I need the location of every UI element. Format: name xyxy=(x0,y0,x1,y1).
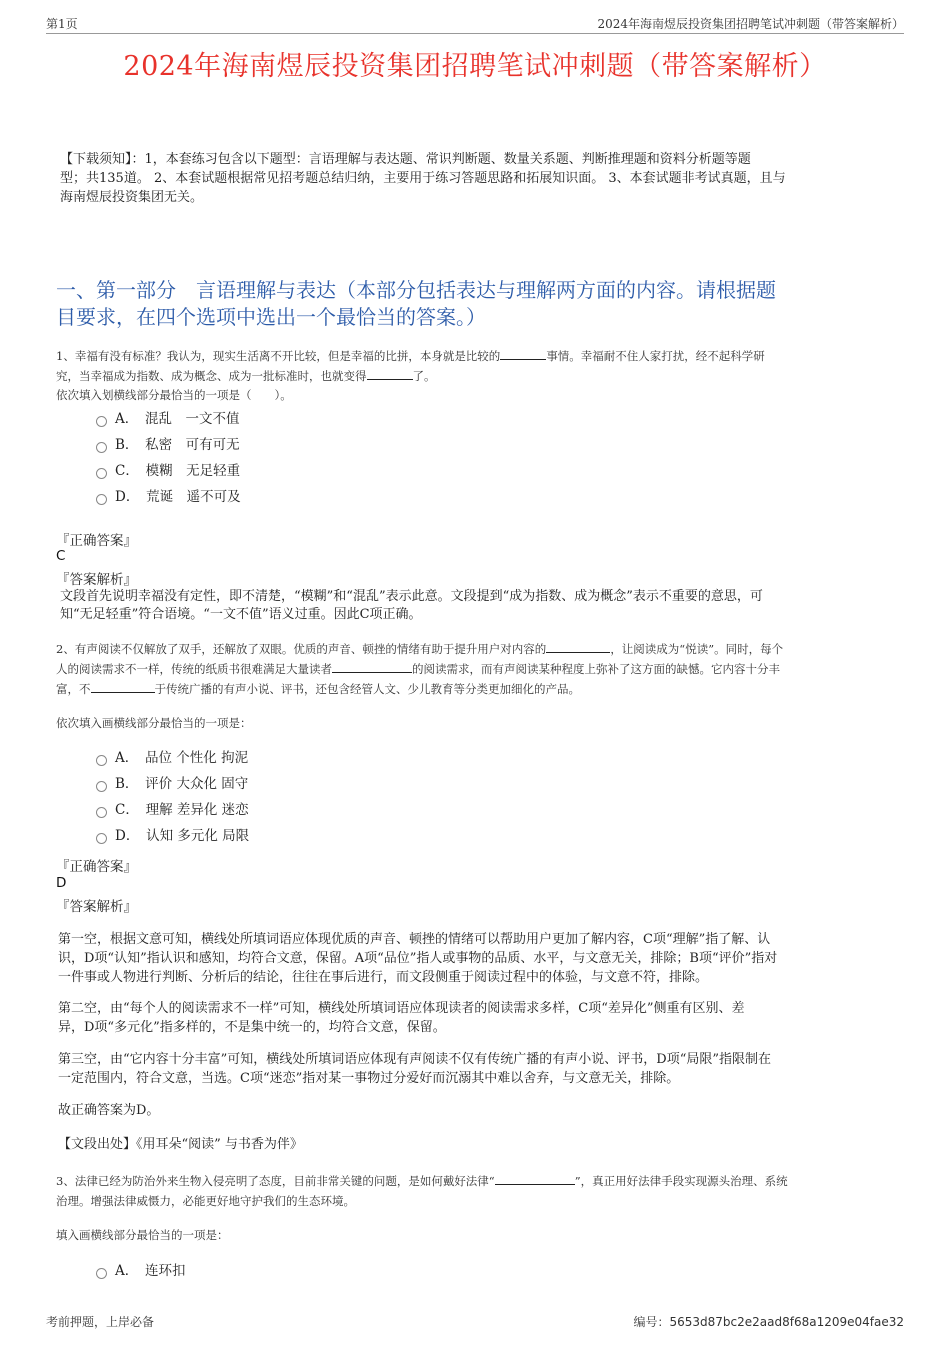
q2-analysis-label: 『答案解析』 xyxy=(56,899,137,915)
notice-line-3: 海南煜辰投资集团无关。 xyxy=(60,190,204,205)
q1-answer-label: 『正确答案』 xyxy=(56,533,137,549)
q2-text: ，让阅读成为“悦读”。同时，每个 xyxy=(610,642,784,656)
q3-text: 3、法律已经为防治外来生物入侵亮明了态度，目前非常关键的问题，是如何戴好法律“ xyxy=(56,1174,495,1188)
option-key: A． xyxy=(115,1263,132,1279)
q2-option-b[interactable] xyxy=(96,774,248,794)
q2-analysis-p1-line-1: 第一空，根据文意可知，横线处所填词语应体现优质的声音、顿挫的情绪可以帮助用户更加了解内容，C项“理解”指了解、认 xyxy=(58,932,771,947)
radio-button[interactable] xyxy=(96,755,107,766)
q2-stem-line-1 xyxy=(56,640,783,658)
q2-option-a[interactable] xyxy=(96,748,248,768)
q3-option-a[interactable] xyxy=(96,1261,186,1281)
q2-source: 【文段出处】《用耳朵“阅读” 与书香为伴》 xyxy=(58,1137,303,1152)
q1-analysis-label: 『答案解析』 xyxy=(56,572,137,588)
blank xyxy=(332,660,412,673)
footer-serial xyxy=(633,1313,904,1330)
q2-option-c[interactable] xyxy=(96,800,249,820)
option-text: 连环扣 xyxy=(145,1263,186,1279)
q2-text: 人的阅读需求不一样，传统的纸质书很难满足大量读者 xyxy=(56,662,332,676)
option-key: A． xyxy=(115,411,132,427)
option-text: 模糊 无足轻重 xyxy=(145,463,241,479)
radio-button[interactable] xyxy=(96,442,107,453)
q1-option-b[interactable] xyxy=(96,435,240,455)
blank xyxy=(367,367,413,380)
radio-button[interactable] xyxy=(96,807,107,818)
q2-text: 2、有声阅读不仅解放了双手，还解放了双眼。优质的声音、顿挫的情绪有助于提升用户对内容的 xyxy=(56,642,547,656)
option-key: B． xyxy=(115,437,132,453)
q1-option-a[interactable] xyxy=(96,409,240,429)
header-doc-title: 2024年海南煜辰投资集团招聘笔试冲刺题（带答案解析） xyxy=(597,17,904,31)
notice-line-2: 型；共135道。 2、本套试题根据常见招考题总结归纳，主要用于练习答题思路和拓展知识面。 3、本套试题非考试真题，且与 xyxy=(60,171,786,186)
q1-analysis-line-1: 文段首先说明幸福没有定性，即不清楚，“模糊”和“混乱”表示此意。文段提到“成为指数、成为概念”表示不重要的意思，可 xyxy=(60,589,763,604)
q2-text: 于传统广播的有声小说、评书，还包含经管人文、少儿教育等分类更加细化的产品。 xyxy=(154,682,580,696)
radio-button[interactable] xyxy=(96,416,107,427)
q2-stem-line-3 xyxy=(56,680,580,698)
q3-text: ”，真正用好法律手段实现源头治理、系统 xyxy=(574,1174,788,1188)
q1-stem-line-2 xyxy=(56,367,436,385)
q2-stem-line-2 xyxy=(56,660,780,678)
q2-answer-label: 『正确答案』 xyxy=(56,859,137,875)
option-key: D． xyxy=(115,828,133,844)
q1-option-d[interactable] xyxy=(96,487,241,507)
option-text: 理解 差异化 迷恋 xyxy=(145,802,249,818)
q1-analysis-line-2: 知“无足轻重”符合语境。“一文不值”语义过重。因此C项正确。 xyxy=(60,607,422,622)
option-key: A． xyxy=(115,750,132,766)
radio-button[interactable] xyxy=(96,494,107,505)
q1-text: 1、幸福有没有标准？我认为，现实生活离不开比较，但是幸福的比拼，本身就是比较的 xyxy=(56,349,501,363)
q2-analysis-p1-line-3: 一件事或人物进行判断、分析后的结论，往往在事后进行，而文段侧重于阅读过程中的体验，与文意不符，排除。 xyxy=(58,970,709,985)
option-key: C． xyxy=(115,802,133,818)
q3-prompt: 填入画横线部分最恰当的一项是： xyxy=(56,1228,229,1242)
q2-analysis-p3-line-1: 第三空，由“它内容十分丰富”可知，横线处所填词语应体现有声阅读不仅有传统广播的有声小说、评书，D项“局限”指限制在 xyxy=(58,1052,772,1067)
q2-prompt: 依次填入画横线部分最恰当的一项是： xyxy=(56,716,252,730)
section-heading-line-1: 一、第一部分 言语理解与表达（本部分包括表达与理解两方面的内容。请根据题 xyxy=(56,278,776,302)
radio-button[interactable] xyxy=(96,468,107,479)
option-key: D． xyxy=(115,489,133,505)
blank xyxy=(500,347,546,360)
q2-analysis-p1-line-2: 识，D项“认知”指认识和感知，均符合文意，保留。A项“品位”指人或事物的品质、水平，与文意无关，排除；B项“评价”指对 xyxy=(58,951,778,966)
q1-text: 究，当幸福成为指数、成为概念、成为一批标准时，也就变得 xyxy=(56,369,367,383)
radio-button[interactable] xyxy=(96,833,107,844)
footer-serial-code: 5653d87bc2e2aad8f68a1209e04fae32 xyxy=(669,1315,904,1329)
section-heading-line-2: 目要求，在四个选项中选出一个最恰当的答案。） xyxy=(56,305,486,329)
option-text: 认知 多元化 局限 xyxy=(146,828,250,844)
option-key: B． xyxy=(115,776,132,792)
q2-analysis-p2-line-2: 异，D项“多元化”指多样的，不是集中统一的，均符合文意，保留。 xyxy=(58,1020,446,1035)
page-number: 第1页 xyxy=(46,17,78,31)
q2-analysis-p3-line-2: 一定范围内，符合文意，当选。C项“迷恋”指对某一事物过分爱好而沉溺其中难以舍弃，与文意无关，排除。 xyxy=(58,1071,680,1086)
q1-prompt: 依次填入划横线部分最恰当的一项是（ ）。 xyxy=(56,388,292,402)
blank xyxy=(91,680,155,693)
option-key: C． xyxy=(115,463,133,479)
q3-stem-line-2: 治理。增强法律威慑力，必能更好地守护我们的生态环境。 xyxy=(56,1194,355,1208)
option-text: 荒诞 遥不可及 xyxy=(146,489,241,505)
q2-option-d[interactable] xyxy=(96,826,249,846)
radio-button[interactable] xyxy=(96,1268,107,1279)
q1-text: 了。 xyxy=(412,369,436,383)
q3-stem-line-1 xyxy=(56,1172,788,1190)
option-text: 私密 可有可无 xyxy=(145,437,240,453)
notice-line-1: 【下载须知】：1，本套练习包含以下题型：言语理解与表达题、常识判断题、数量关系题、判断推理题和资料分析题等题 xyxy=(60,152,751,167)
option-text: 品位 个性化 拘泥 xyxy=(145,750,249,766)
q2-text: 的阅读需求，而有声阅读某种程度上弥补了这方面的缺憾。它内容十分丰 xyxy=(412,662,780,676)
radio-button[interactable] xyxy=(96,781,107,792)
footer-serial-label: 编号： xyxy=(633,1315,670,1329)
q2-conclusion: 故正确答案为D。 xyxy=(58,1103,160,1118)
blank xyxy=(495,1172,575,1185)
q2-analysis-p2-line-1: 第二空，由“每个人的阅读需求不一样”可知，横线处所填词语应体现读者的阅读需求多样，C项“差异化”侧重有区别、差 xyxy=(58,1001,745,1016)
q2-answer: D xyxy=(56,875,67,891)
page-title: 2024年海南煜辰投资集团招聘笔试冲刺题（带答案解析） xyxy=(123,51,827,82)
q2-text: 富，不 xyxy=(56,682,91,696)
q1-stem-line-1 xyxy=(56,347,765,365)
blank xyxy=(546,640,610,653)
option-text: 混乱 一文不值 xyxy=(145,411,240,427)
footer-slogan: 考前押题，上岸必备 xyxy=(46,1315,155,1329)
header-divider xyxy=(46,33,904,34)
q1-answer: C xyxy=(56,548,66,564)
option-text: 评价 大众化 固守 xyxy=(145,776,249,792)
q1-option-c[interactable] xyxy=(96,461,240,481)
q1-text: 事情。幸福耐不住人家打扰，经不起科学研 xyxy=(546,349,765,363)
